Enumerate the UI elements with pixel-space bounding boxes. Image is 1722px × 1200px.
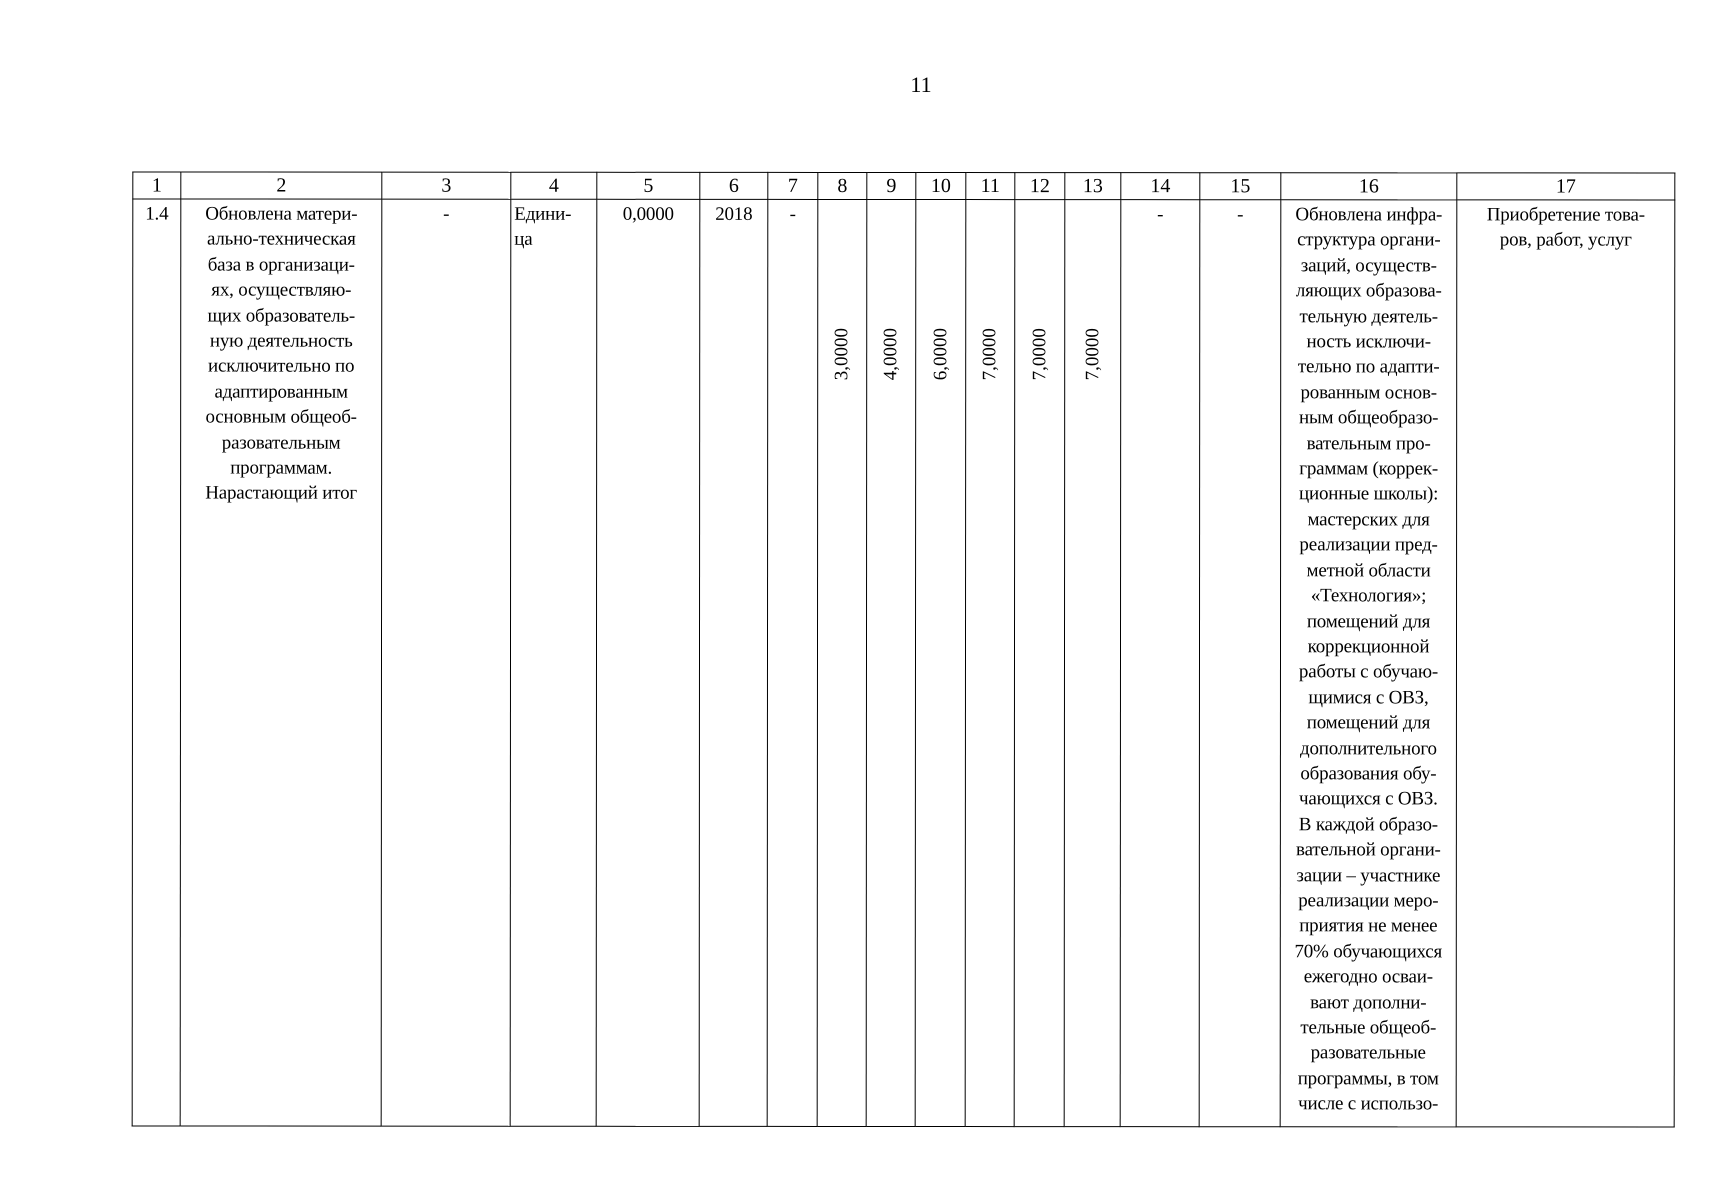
header-cell-16: 16 <box>1281 173 1457 200</box>
text-line: ность исключи- <box>1306 331 1431 353</box>
cell-col-12 <box>1014 200 1065 1127</box>
cell-indicator-name <box>180 199 382 1126</box>
col-7-value: - <box>789 203 796 225</box>
text-line: основным общеоб- <box>205 406 357 428</box>
table-row <box>132 199 1675 1127</box>
text-line: рованным основ- <box>1300 382 1437 404</box>
text-line: ную деятельность <box>209 330 353 352</box>
text-line: помещений для <box>1306 610 1431 632</box>
text-line: адаптированным <box>214 381 348 403</box>
text-line: тельно по адапти- <box>1297 356 1440 378</box>
text-line: тельные общеоб- <box>1300 1017 1437 1039</box>
text-line: ным общеобразо- <box>1299 407 1439 429</box>
result-description-text <box>1281 200 1457 1117</box>
header-cell-6: 6 <box>700 172 768 199</box>
text-line: вают дополни- <box>1310 991 1427 1013</box>
text-line: ях, осуществляю- <box>211 279 352 301</box>
cell-unit <box>510 199 597 1126</box>
text-line: ров, работ, услуг <box>1499 229 1632 251</box>
cell-col-7 <box>767 199 818 1126</box>
col-13-value: 7,0000 <box>1081 328 1103 381</box>
text-line: разовательным <box>221 432 341 454</box>
header-cell-4: 4 <box>511 172 597 199</box>
text-line: Едини- <box>514 203 572 225</box>
text-line: разовательные <box>1310 1042 1426 1064</box>
header-cell-11: 11 <box>966 173 1015 200</box>
text-line: ежегодно осваи- <box>1303 966 1433 988</box>
table-header-row <box>133 172 1675 200</box>
cell-col-11 <box>965 200 1015 1127</box>
text-line: коррекционной <box>1307 636 1430 658</box>
col-8-value: 3,0000 <box>831 327 853 381</box>
header-cell-3: 3 <box>382 172 511 199</box>
text-line: Обновлена матери- <box>205 203 358 225</box>
activity-type-text <box>1457 200 1674 253</box>
text-line: «Технология»; <box>1310 585 1427 607</box>
text-line: ально-техническая <box>206 228 356 251</box>
cell-col-13 <box>1064 200 1121 1127</box>
header-cell-1: 1 <box>133 172 181 199</box>
unit-text <box>511 200 596 253</box>
text-line: граммам (коррек- <box>1299 458 1438 480</box>
text-line: исключительно по <box>208 355 355 378</box>
cell-result-description <box>1280 200 1457 1127</box>
text-line: образования обу- <box>1300 763 1437 785</box>
cell-base-year <box>699 199 768 1126</box>
text-line: щих образователь- <box>207 305 355 327</box>
col-12-value: 7,0000 <box>1028 328 1050 381</box>
text-line: ца <box>514 229 533 251</box>
base-value: 0,0000 <box>622 203 674 225</box>
text-line: мастерских для <box>1307 509 1430 531</box>
text-line: структура органи- <box>1297 229 1441 251</box>
text-line: заций, осуществ- <box>1300 255 1437 277</box>
text-line: дополнительного <box>1300 737 1437 759</box>
text-line: щимися с ОВЗ, <box>1308 687 1429 709</box>
header-cell-10: 10 <box>916 173 966 200</box>
text-line: метной области <box>1306 559 1431 582</box>
row-number: 1.4 <box>145 203 169 225</box>
text-line: помещений для <box>1306 712 1431 734</box>
cell-col-8 <box>817 199 867 1126</box>
text-line: реализации меро- <box>1298 890 1439 912</box>
cell-base-value <box>596 199 700 1126</box>
header-cell-17: 17 <box>1457 173 1675 200</box>
header-cell-12: 12 <box>1015 173 1065 200</box>
header-cell-9: 9 <box>867 172 916 199</box>
header-cell-2: 2 <box>181 172 382 199</box>
text-line: В каждой образо- <box>1298 814 1438 836</box>
text-line: ляющих образова- <box>1295 280 1442 302</box>
text-line: ционные школы): <box>1299 483 1439 505</box>
text-line: Приобретение това- <box>1486 204 1645 226</box>
header-cell-7: 7 <box>768 172 818 199</box>
cell-col-9 <box>866 199 916 1126</box>
col-3-value: - <box>443 203 450 225</box>
text-line: числе с использо- <box>1298 1093 1439 1115</box>
text-line: вательной органи- <box>1296 839 1441 861</box>
text-line: Нарастающий итог <box>205 482 357 505</box>
col-9-value: 4,0000 <box>880 327 902 381</box>
cell-col-10 <box>915 200 966 1127</box>
text-line: тельную деятель- <box>1299 305 1438 327</box>
text-line: зации – участнике <box>1296 864 1441 886</box>
text-line: приятия не менее <box>1299 915 1438 937</box>
text-line: Обновлена инфра- <box>1295 204 1443 226</box>
text-line: программы, в том <box>1297 1068 1439 1090</box>
base-year: 2018 <box>715 203 753 225</box>
data-table <box>132 171 1676 1127</box>
col-11-value: 7,0000 <box>979 328 1001 381</box>
header-cell-8: 8 <box>818 172 867 199</box>
text-line: реализации пред- <box>1299 534 1438 556</box>
header-cell-13: 13 <box>1065 173 1121 200</box>
col-10-value: 6,0000 <box>929 328 951 381</box>
header-cell-5: 5 <box>597 172 700 199</box>
page-number: 11 <box>910 72 932 97</box>
text-line: 70% обучающихся <box>1294 941 1443 963</box>
header-cell-14: 14 <box>1121 173 1200 200</box>
cell-col-3 <box>381 199 511 1126</box>
text-line: программам. <box>230 457 333 479</box>
cell-activity-type <box>1456 200 1675 1127</box>
cell-row-number <box>132 199 181 1126</box>
col-15-value: - <box>1237 204 1244 226</box>
header-cell-15: 15 <box>1200 173 1281 200</box>
text-line: работы с обучаю- <box>1298 661 1439 683</box>
cell-col-15 <box>1199 200 1281 1127</box>
text-line: вательным про- <box>1306 432 1431 455</box>
text-line: чающихся с ОВЗ. <box>1299 788 1438 810</box>
text-line: база в организаци- <box>207 254 355 276</box>
indicator-name-text <box>181 199 381 506</box>
col-14-value: - <box>1157 204 1164 226</box>
cell-col-14 <box>1120 200 1200 1127</box>
